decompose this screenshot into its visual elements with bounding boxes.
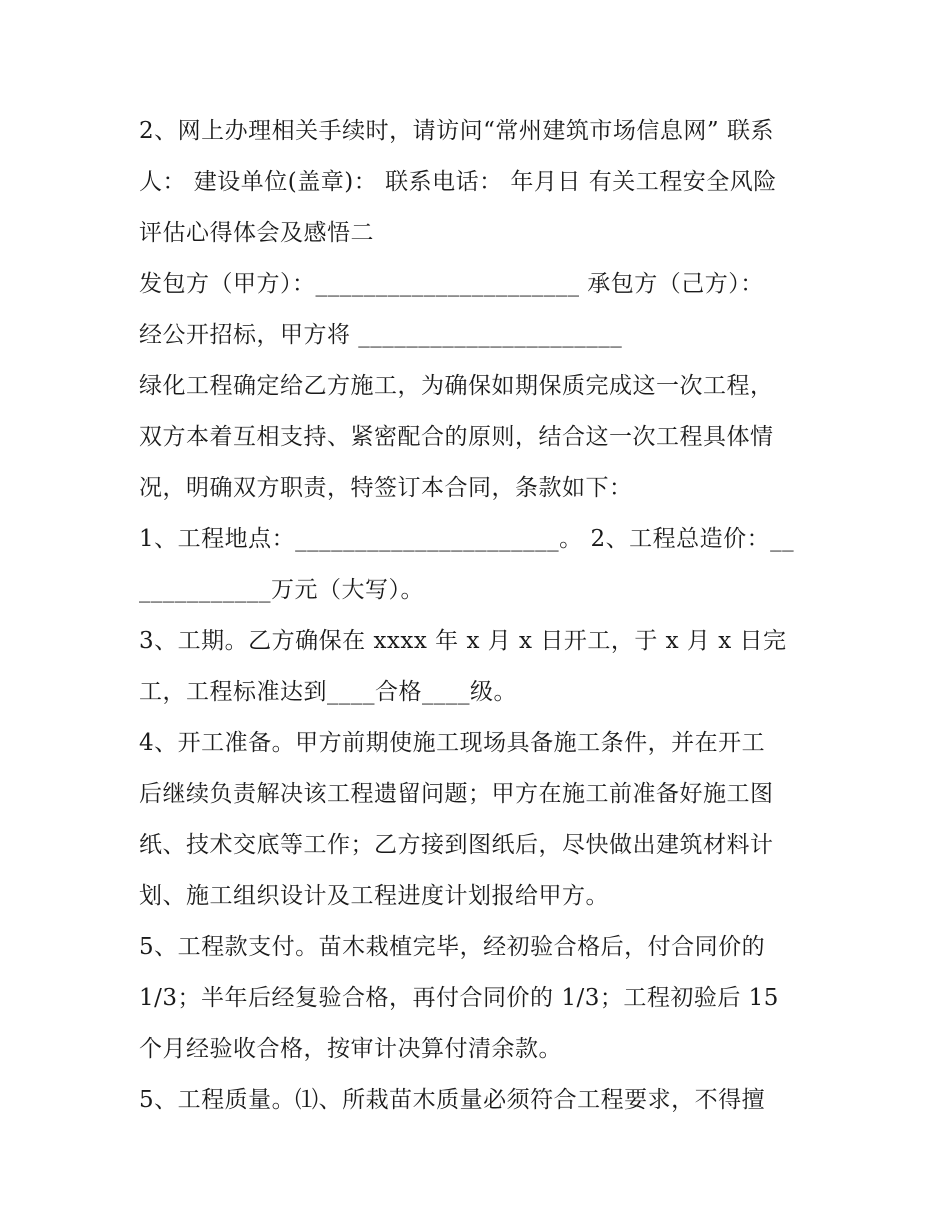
text-line-14: 后继续负责解决该工程遗留问题；甲方在施工前准备好施工图 xyxy=(139,781,774,807)
text-line-11: 3、工期。乙方确保在 xxxx 年 x 月 x 日开工，于 x 月 x 日完 xyxy=(139,628,787,654)
text-line-13: 4、开工准备。甲方前期使施工现场具备施工条件，并在开工 xyxy=(139,730,766,756)
text-line-12: 工，工程标准达到____合格____级。 xyxy=(139,679,517,705)
text-line-16: 划、施工组织设计及工程进度计划报给甲方。 xyxy=(139,883,609,909)
document-body xyxy=(139,106,819,1126)
text-line-3: 评估心得体会及感悟二 xyxy=(139,220,374,246)
text-line-5: 经公开招标，甲方将 ______________________ xyxy=(139,322,623,348)
text-line-18: 1/3；半年后经复验合格，再付合同价的 1/3；工程初验后 15 xyxy=(139,985,779,1011)
text-line-19: 个月经验收合格，按审计决算付清余款。 xyxy=(139,1036,562,1062)
text-line-17: 5、工程款支付。苗木栽植完毕，经初验合格后，付合同价的 xyxy=(139,934,766,960)
text-line-15: 纸、技术交底等工作；乙方接到图纸后，尽快做出建筑材料计 xyxy=(139,832,774,858)
text-line-20: 5、工程质量。⑴、所栽苗木质量必须符合工程要求，不得擅 xyxy=(139,1087,766,1113)
text-line-10: ___________万元（大写）。 xyxy=(139,577,424,603)
text-line-6: 绿化工程确定给乙方施工，为确保如期保质完成这一次工程， xyxy=(139,373,774,399)
text-line-7: 双方本着互相支持、紧密配合的原则，结合这一次工程具体情 xyxy=(139,424,774,450)
text-line-2: 人： 建设单位(盖章)： 联系电话： 年月日 有关工程安全风险 xyxy=(139,169,777,195)
text-line-8: 况，明确双方职责，特签订本合同，条款如下： xyxy=(139,475,633,501)
text-line-1: 2、网上办理相关手续时，请访问“常州建筑市场信息网” 联系 xyxy=(139,118,774,144)
text-line-9: 1、工程地点：______________________。 2、工程总造价：__ xyxy=(139,526,795,552)
text-line-4: 发包方（甲方）：______________________ 承包方（己方）： xyxy=(139,271,764,297)
